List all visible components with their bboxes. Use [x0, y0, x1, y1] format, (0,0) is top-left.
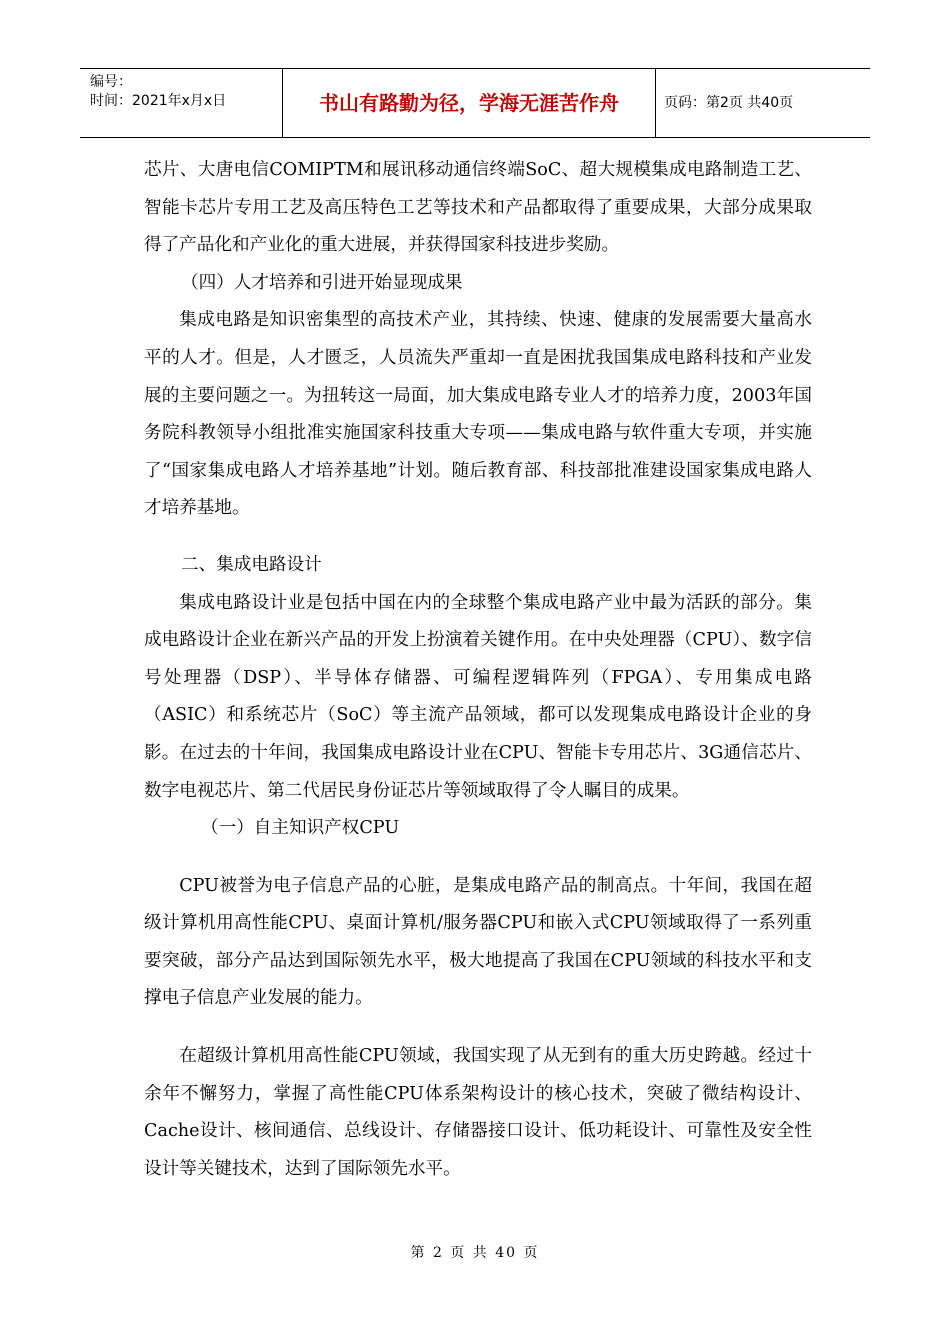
paragraph: 在超级计算机用高性能CPU领域，我国实现了从无到有的重大历史跨越。经过十余年不懈努力，掌握了高性能CPU体系架构设计的核心技术，突破了微结构设计、Cache设计、核间通信、总线设计、存储器接口设计、低功耗设计、可靠性及安全性设计等关键技术，达到了国际领先水平。: [144, 1046, 812, 1179]
section-heading: 二、集成电路设计: [181, 554, 322, 575]
header-meta: [80, 69, 282, 137]
document-date: 时间：2021年x月x日: [90, 93, 227, 109]
paragraph: CPU被誉为电子信息产品的心脏，是集成电路产品的制高点。十年间，我国在超级计算机用高性能CPU、桌面计算机/服务器CPU和嵌入式CPU领域取得了一系列重要突破，部分产品达到国际领先水平，极大地提高了我国在CPU领域的科技水平和支撑电子信息产业发展的能力。: [144, 875, 812, 1009]
page-header: [80, 68, 870, 138]
page-footer: 第 2 页 共 40 页: [410, 1245, 540, 1261]
document-number-label: 编号：: [90, 74, 132, 90]
document-body: [144, 152, 812, 1188]
paragraph: 集成电路是知识密集型的高技术产业，其持续、快速、健康的发展需要大量高水平的人才。但是，人才匮乏，人员流失严重却一直是困扰我国集成电路科技和产业发展的主要问题之一。为扭转这一局面，加大集成电路专业人才的培养力度，2003年国务院科教领导小组批准实施国家科技重大专项——集成电路与软件重大专项，并实施了“国家集成电路人才培养基地”计划。随后教育部、科技部批准建设国家集成电路人才培养基地。: [144, 310, 812, 519]
paragraph: 集成电路设计业是包括中国在内的全球整个集成电路产业中最为活跃的部分。集成电路设计企业在新兴产品的开发上扮演着关键作用。在中央处理器（CPU）、数字信号处理器（DSP）、半导体存储器、可编程逻辑阵列（FPGA）、专用集成电路（ASIC）和系统芯片（SoC）等主流产品领域，都可以发现集成电路设计企业的身影。在过去的十年间，我国集成电路设计业在CPU、智能卡专用芯片、3G通信芯片、数字电视芯片、第二代居民身份证芯片等领域取得了令人瞩目的成果。: [144, 592, 812, 801]
section-heading: （四）人才培养和引进开始显现成果: [181, 272, 463, 293]
header-page-info: 页码：第2页 共40页: [664, 95, 794, 111]
subsection-heading: （一）自主知识产权CPU: [201, 818, 400, 839]
paragraph: 芯片、大唐电信COMIPTM和展讯移动通信终端SoC、超大规模集成电路制造工艺、智能卡芯片专用工艺及高压特色工艺等技术和产品都取得了重要成果，大部分成果取得了产品化和产业化的重大进展，并获得国家科技进步奖励。: [144, 160, 812, 256]
header-motto: 书山有路勤为径，学海无涯苦作舟: [282, 69, 656, 137]
